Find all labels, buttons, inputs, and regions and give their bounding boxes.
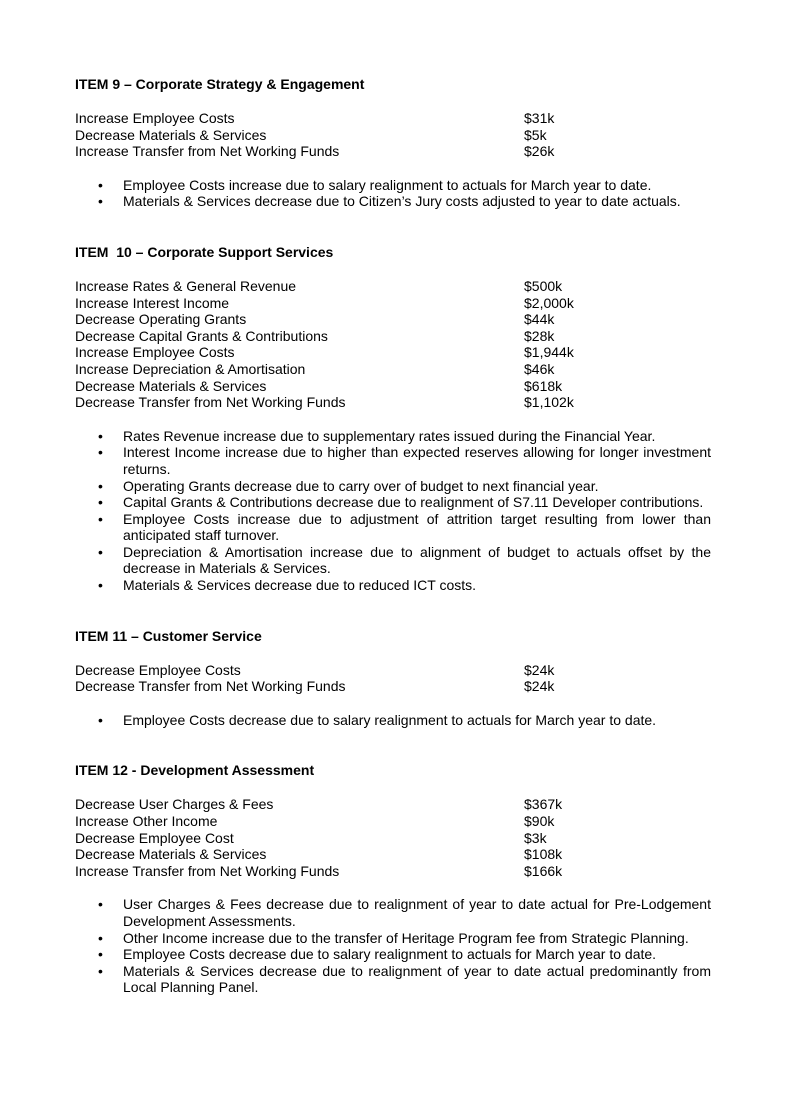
line-item-label: Increase Other Income [75, 813, 218, 830]
line-items [75, 110, 711, 160]
line-item-label: Decrease Employee Cost [75, 829, 234, 846]
bullet-icon: • [98, 477, 103, 494]
line-item-amount: $1,102k [524, 394, 574, 411]
list-item-text: Capital Grants & Contributions decrease due to realignment of S7.11 Developer contributions. [123, 494, 704, 511]
line-item-amount: $3k [524, 829, 547, 846]
line-item-amount: $108k [524, 846, 563, 863]
section-heading: ITEM 11 – Customer Service [75, 627, 262, 644]
list-item [75, 896, 711, 929]
line-item-amount: $5k [524, 126, 547, 143]
line-item [75, 796, 711, 813]
list-item-text: Other Income increase due to the transfer of Heritage Program fee from Strategic Planning. [123, 929, 689, 946]
list-item-text: Employee Costs decrease due to salary realignment to actuals for March year to date. [123, 946, 657, 963]
line-item-label: Decrease Employee Costs [75, 661, 241, 678]
line-item [75, 295, 711, 312]
line-item-amount: $26k [524, 143, 555, 160]
line-items [75, 662, 711, 695]
explanation-list [75, 177, 711, 210]
line-item [75, 678, 711, 695]
item-10-section [75, 244, 711, 594]
line-item-label: Decrease Materials & Services [75, 377, 267, 394]
line-item-amount: $31k [524, 110, 555, 126]
line-item [75, 361, 711, 378]
list-item-text: Employee Costs increase due to adjustment of attrition target resulting from lower than anticipated staff turnover. [123, 510, 711, 544]
bullet-icon: • [98, 577, 103, 594]
line-item [75, 846, 711, 863]
list-item-text: Materials & Services decrease due to Citizen’s Jury costs adjusted to year to date actuals. [123, 193, 681, 210]
list-item [75, 444, 711, 477]
list-item-text: Rates Revenue increase due to supplementary rates issued during the Financial Year. [123, 427, 656, 444]
bullet-icon: • [98, 896, 103, 913]
line-items [75, 278, 711, 411]
line-item-amount: $28k [524, 327, 555, 344]
bullet-icon: • [98, 543, 103, 560]
list-item [75, 511, 711, 544]
line-item-amount: $367k [524, 796, 563, 813]
line-item-amount: $500k [524, 277, 563, 294]
line-item-label: Increase Employee Costs [75, 110, 235, 126]
list-item [75, 577, 711, 594]
list-item [75, 494, 711, 511]
list-item [75, 428, 711, 445]
line-item-amount: $24k [524, 678, 555, 695]
line-item [75, 662, 711, 679]
line-item [75, 127, 711, 144]
bullet-icon: • [98, 946, 103, 963]
section-heading: ITEM 12 - Development Assessment [75, 762, 315, 779]
list-item [75, 946, 711, 963]
list-item-text: Depreciation & Amortisation increase due to alignment of budget to actuals offset by the decrease in Materials & Services. [123, 543, 711, 577]
bullet-icon: • [98, 176, 103, 193]
list-item [75, 478, 711, 495]
line-item [75, 813, 711, 830]
list-item [75, 544, 711, 577]
line-item [75, 110, 711, 127]
list-item-text: User Charges & Fees decrease due to realignment of year to date actual for Pre-Lodgement Development Assessments. [123, 896, 711, 929]
item-12-section [75, 762, 711, 996]
line-item-label: Decrease Materials & Services [75, 126, 267, 143]
line-item [75, 830, 711, 847]
line-item-label: Increase Transfer from Net Working Funds [75, 143, 340, 160]
line-item-label: Decrease Capital Grants & Contributions [75, 327, 328, 344]
line-item [75, 143, 711, 160]
line-item-amount: $24k [524, 661, 555, 678]
line-item [75, 328, 711, 345]
bullet-icon: • [98, 193, 103, 210]
explanation-list [75, 712, 711, 729]
list-item-text: Employee Costs decrease due to salary realignment to actuals for March year to date. [123, 711, 657, 728]
line-item-label: Increase Depreciation & Amortisation [75, 360, 306, 377]
list-item-text: Employee Costs increase due to salary realignment to actuals for March year to date. [123, 176, 652, 193]
line-item [75, 344, 711, 361]
list-item-text: Operating Grants decrease due to carry over of budget to next financial year. [123, 477, 599, 494]
explanation-list [75, 896, 711, 996]
line-item [75, 378, 711, 395]
list-item [75, 193, 711, 210]
line-item-amount: $44k [524, 311, 555, 328]
list-item [75, 177, 711, 194]
bullet-icon: • [98, 929, 103, 946]
line-item-amount: $90k [524, 813, 555, 830]
list-item [75, 930, 711, 947]
list-item-text: Materials & Services decrease due to reduced ICT costs. [123, 577, 477, 594]
list-item [75, 963, 711, 996]
line-item [75, 863, 711, 880]
line-item-label: Decrease Materials & Services [75, 846, 267, 863]
line-item-label: Increase Transfer from Net Working Funds [75, 862, 340, 879]
bullet-icon: • [98, 427, 103, 444]
line-item-label: Decrease User Charges & Fees [75, 796, 274, 813]
line-item-label: Decrease Transfer from Net Working Funds [75, 678, 346, 695]
item-9-section [75, 76, 711, 210]
line-item [75, 278, 711, 295]
line-item-label: Increase Rates & General Revenue [75, 277, 297, 294]
line-item-label: Decrease Transfer from Net Working Funds [75, 394, 346, 411]
bullet-icon: • [98, 444, 103, 461]
list-item-text: Materials & Services decrease due to realignment of year to date actual predominantly from Local Planning Panel. [123, 962, 711, 996]
line-item-label: Increase Interest Income [75, 294, 230, 311]
line-item-label: Increase Employee Costs [75, 344, 235, 361]
bullet-icon: • [98, 494, 103, 511]
line-item [75, 394, 711, 411]
line-item-label: Decrease Operating Grants [75, 311, 247, 328]
section-heading: ITEM 10 – Corporate Support Services [75, 243, 334, 260]
line-items [75, 796, 711, 879]
document-page [75, 76, 711, 996]
list-item-text: Interest Income increase due to higher than expected reserves allowing for longer investment returns. [123, 444, 711, 477]
line-item-amount: $1,944k [524, 344, 574, 361]
bullet-icon: • [98, 962, 103, 979]
line-item-amount: $46k [524, 360, 555, 377]
line-item-amount: $166k [524, 862, 563, 879]
line-item [75, 311, 711, 328]
explanation-list [75, 428, 711, 594]
bullet-icon: • [98, 510, 103, 527]
line-item-amount: $618k [524, 377, 563, 394]
section-heading: ITEM 9 – Corporate Strategy & Engagement [75, 76, 365, 92]
bullet-icon: • [98, 711, 103, 728]
item-11-section [75, 628, 711, 729]
line-item-amount: $2,000k [524, 294, 574, 311]
list-item [75, 712, 711, 729]
